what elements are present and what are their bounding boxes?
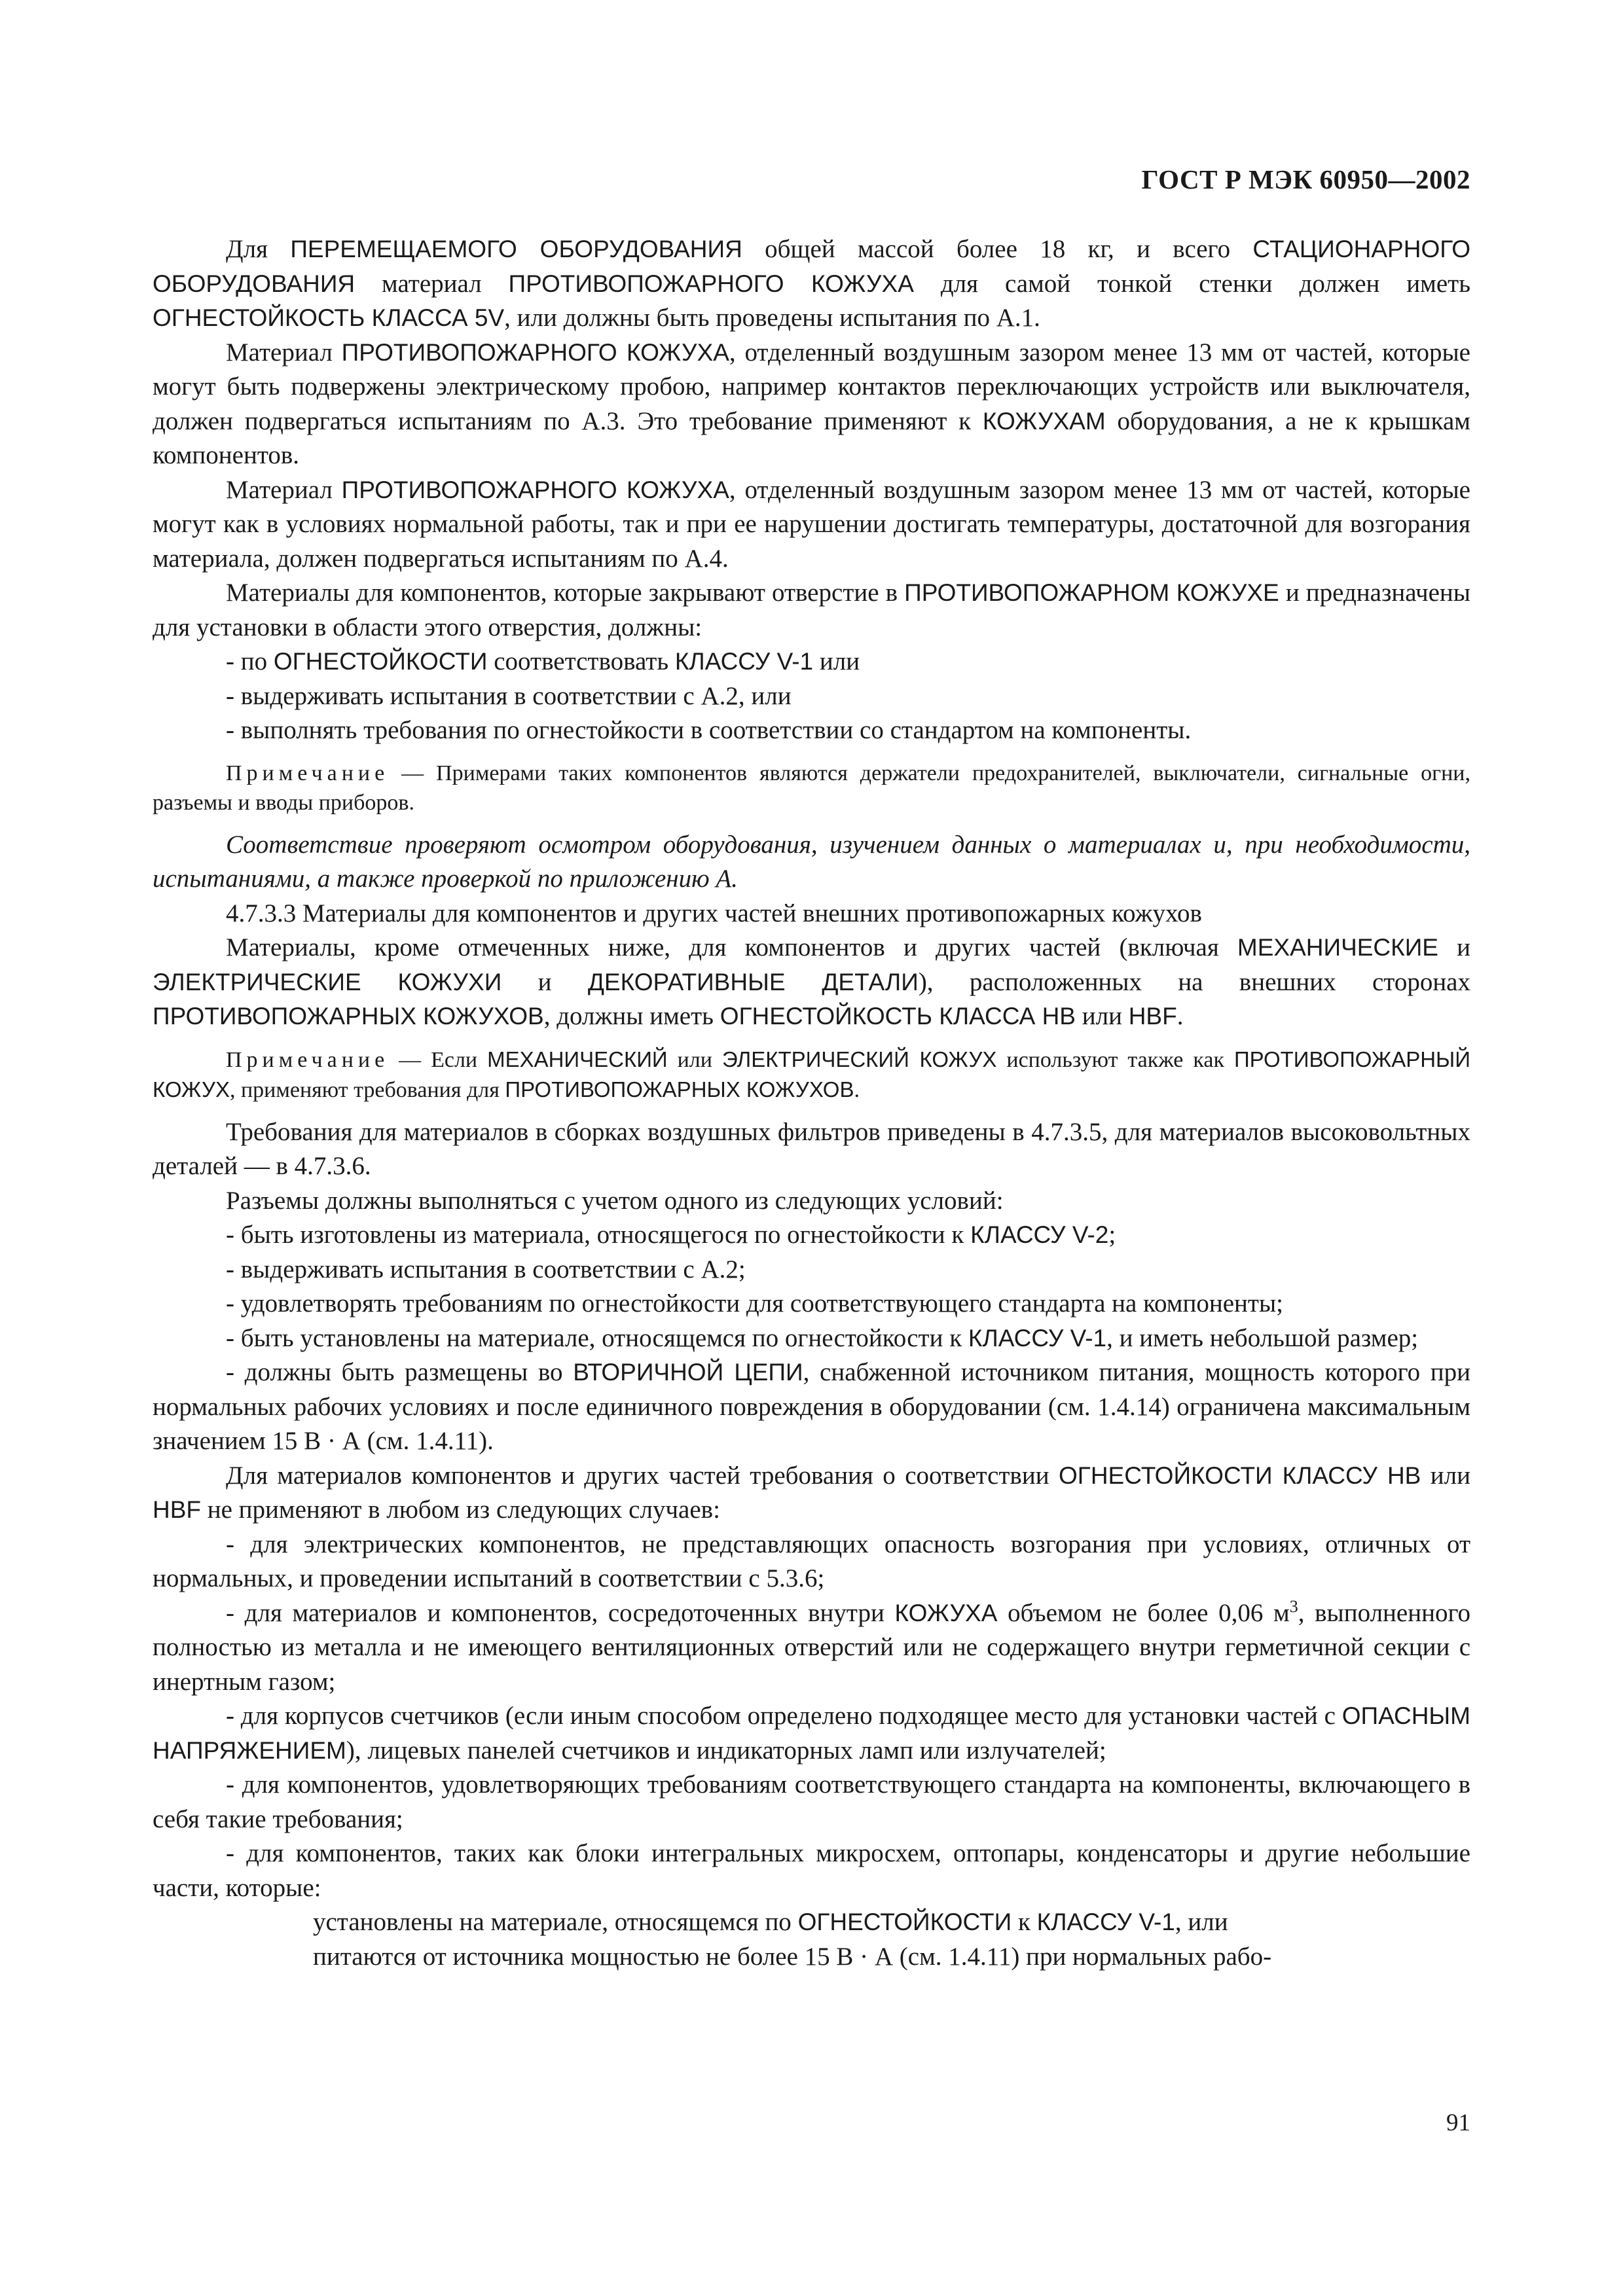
list-item: - для электрических компонентов, не представляющих опасность возгорания при условиях, отличных от нормальных, и проведении испытаний в соответствии с 5.3.6; (153, 1530, 1470, 1592)
paragraph: Материал ПРОТИВОПОЖАРНОГО КОЖУХА, отделенный воздушным зазором менее 13 мм от частей, которые могут как в условиях нормальной работы, так и при ее нарушении достигать температуры, достаточной для возгорания материала, должен подвергаться испытаниям по А.4. (153, 475, 1470, 573)
sub-item: питаются от источника мощностью не более 15 В · А (см. 1.4.11) при нормальных рабо- (313, 1942, 1272, 1971)
paragraph: Для ПЕРЕМЕЩАЕМОГО ОБОРУДОВАНИЯ общей массой более 18 кг, и всего СТАЦИОНАРНОГО ОБОРУДОВАНИЯ материал ПРОТИВОПОЖАРНОГО КОЖУХА для самой тонкой стенки должен иметь ОГНЕСТОЙКОСТЬ КЛАССА 5V, или должны быть проведены испытания по А.1. (153, 235, 1470, 332)
list-item: - для материалов и компонентов, сосредоточенных внутри КОЖУХА объемом не более 0,06 $м^3$, выполненного полностью из металла и не имеющего вентиляционных отверстий или не содержащего внутри герметичной секции с инертным газом; (153, 1596, 1470, 1696)
paragraph: Требования для материалов в сборках воздушных фильтров приведены в 4.7.3.5, для материалов высоковольтных деталей — в 4.7.3.6. (153, 1117, 1470, 1180)
list-item: - выдерживать испытания в соответствии с А.2; (226, 1255, 746, 1283)
note: Примечание — Примерами таких компонентов являются держатели предохранителей, выключатели, сигнальные огни, разъемы и вводы приборов. (153, 761, 1470, 815)
paragraph: Материалы для компонентов, которые закрывают отверстие в ПРОТИВОПОЖАРНОМ КОЖУХЕ и предназначены для установки в области этого отверстия, должны: (153, 579, 1471, 641)
list-item: - быть изготовлены из материала, относящегося по огнестойкости к КЛАССУ V-2; (226, 1221, 1116, 1249)
list-item: - для корпусов счетчиков (если иным способом определено подходящее место для установки частей с ОПАСНЫМ НАПРЯЖЕНИЕМ), лицевых панелей счетчиков и индикаторных ламп или излучателей; (153, 1702, 1470, 1765)
list-item: - по ОГНЕСТОЙКОСТИ соответствовать КЛАССУ V-1 или (226, 647, 860, 675)
paragraph: Материалы, кроме отмеченных ниже, для компонентов и других частей (включая МЕХАНИЧЕСКИЕ и ЭЛЕКТРИЧЕСКИЕ КОЖУХИ и ДЕКОРАТИВНЫЕ ДЕТАЛИ), расположенных на внешних сторонах ПРОТИВОПОЖАРНЫХ КОЖУХОВ, должны иметь ОГНЕСТОЙКОСТЬ КЛАССА HB или HBF. (153, 933, 1470, 1030)
section-heading: 4.7.3.3 Материалы для компонентов и других частей внешних противопожарных кожухов (226, 899, 1202, 927)
sub-item: установлены на материале, относящемся по ОГНЕСТОЙКОСТИ к КЛАССУ V-1, или (313, 1908, 1228, 1936)
page-number: 91 (1446, 2109, 1470, 2136)
page-header: ГОСТ Р МЭК 60950—2002 (1141, 164, 1470, 194)
paragraph: Для материалов компонентов и других частей требования о соответствии ОГНЕСТОЙКОСТИ КЛАССУ HB или HBF не применяют в любом из следующих случаев: (153, 1461, 1471, 1524)
list-item: - должны быть размещены во ВТОРИЧНОЙ ЦЕПИ, снабженной источником питания, мощность которого при нормальных рабочих условиях и после единичного повреждения в оборудовании (см. 1.4.14) ограничена максимальным значением 15 В · А (см. 1.4.11). (153, 1358, 1471, 1455)
list-item: - выполнять требования по огнестойкости в соответствии со стандартом на компоненты. (226, 716, 1192, 744)
list-item: - удовлетворять требованиям по огнестойкости для соответствующего стандарта на компоненты; (226, 1289, 1283, 1318)
list-item: - для компонентов, таких как блоки интегральных микросхем, оптопары, конденсаторы и другие небольшие части, которые: (153, 1839, 1470, 1902)
paragraph: Разъемы должны выполняться с учетом одного из следующих условий: (226, 1186, 1004, 1215)
list-item: - выдерживать испытания в соответствии с А.2, или (226, 681, 792, 710)
paragraph: Материал ПРОТИВОПОЖАРНОГО КОЖУХА, отделенный воздушным зазором менее 13 мм от частей, которые могут быть подвержены электрическому пробою, например контактов переключающих устройств или выключателя, должен подвергаться испытаниям по А.3. Это требование применяют к КОЖУХАМ оборудования, а не к крышкам компонентов. (153, 338, 1470, 469)
list-item: - быть установлены на материале, относящемся по огнестойкости к КЛАССУ V-1, и иметь небольшой размер; (226, 1323, 1419, 1352)
list-item: - для компонентов, удовлетворяющих требованиям соответствующего стандарта на компоненты, включающего в себя такие требования; (153, 1770, 1470, 1833)
note: Примечание — Если МЕХАНИЧЕСКИЙ или ЭЛЕКТРИЧЕСКИЙ КОЖУХ используют также как ПРОТИВОПОЖАРНЫЙ КОЖУХ, применяют требования для ПРОТИВОПОЖАРНЫХ КОЖУХОВ. (153, 1047, 1470, 1102)
compliance-text: Соответствие проверяют осмотром оборудования, изучением данных о материалах и, при необходимости, испытаниями, а также проверкой по приложению А. (153, 830, 1470, 893)
document-body (153, 232, 1470, 1974)
